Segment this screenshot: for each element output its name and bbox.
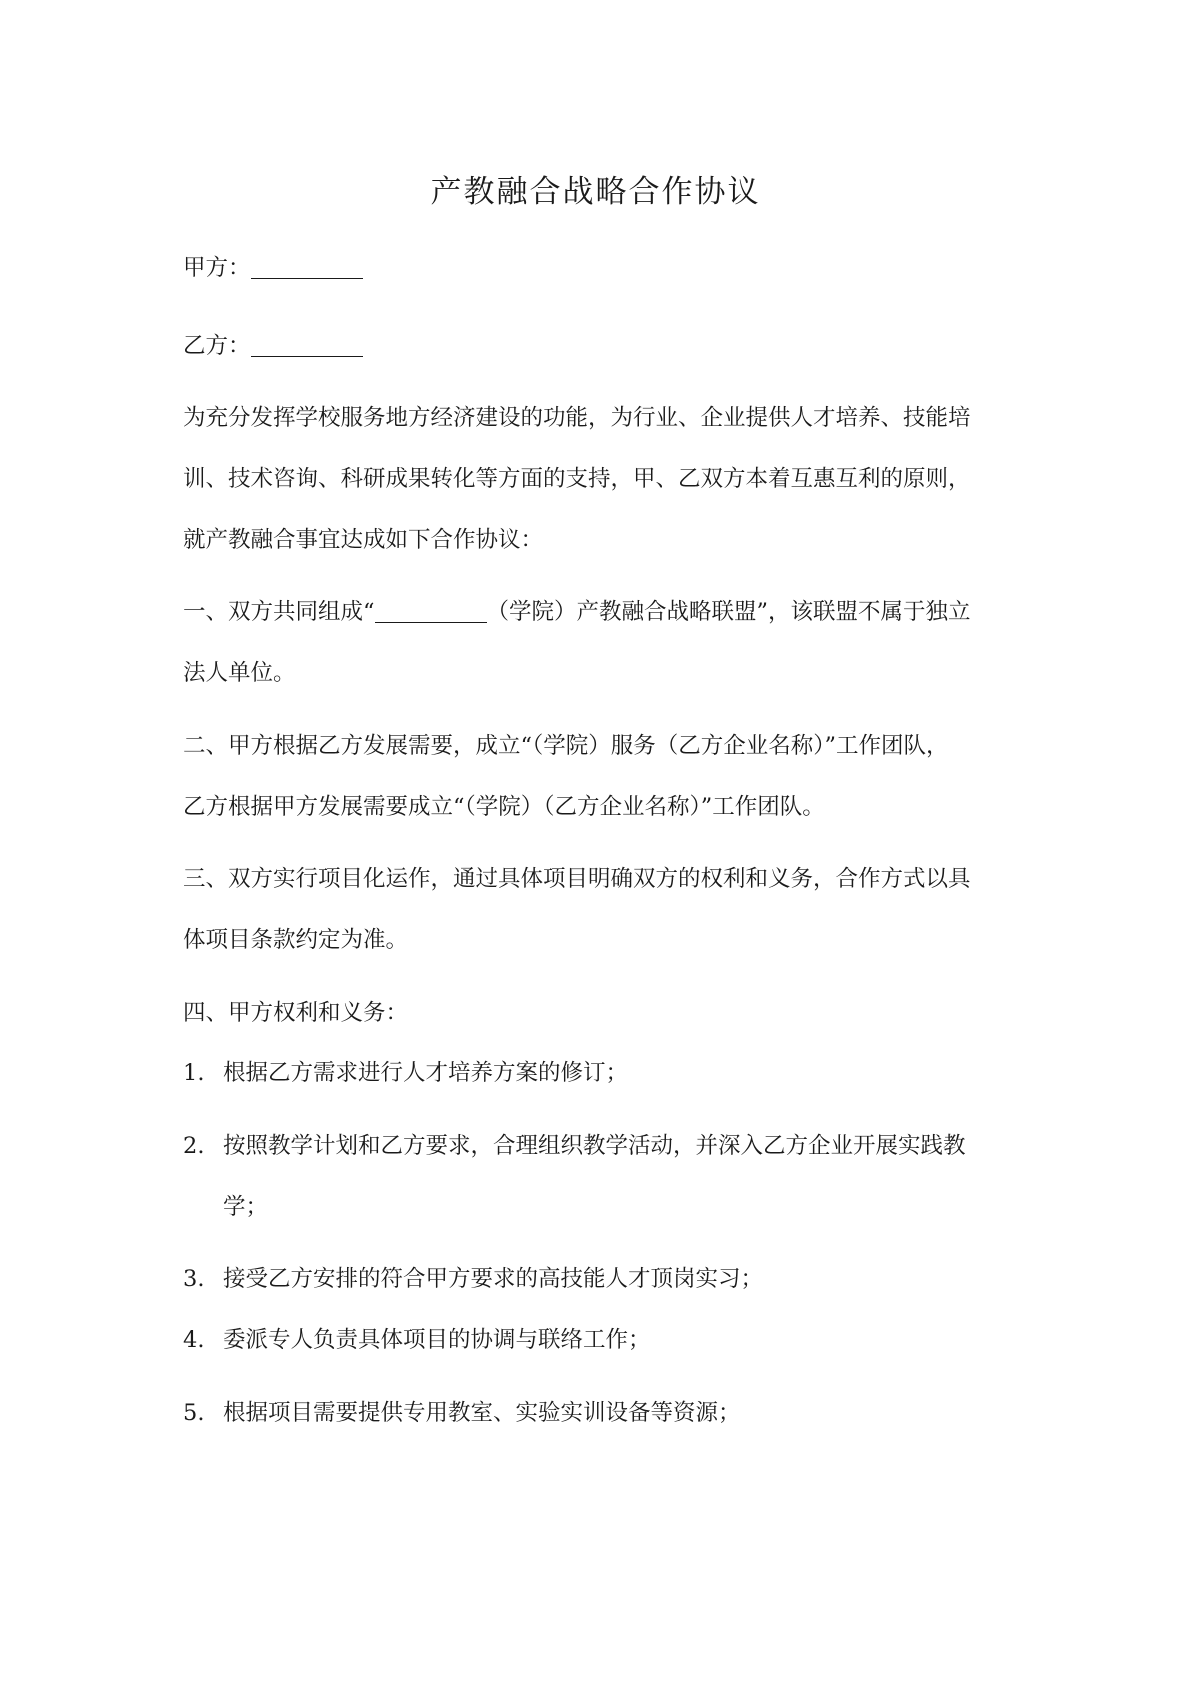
party-b-line [183,330,363,362]
list-item-text: 委派专人负责具体项目的协调与联络工作； [223,1327,651,1353]
list-item-number: 2. [183,1133,205,1159]
list-item-text: 学； [223,1194,269,1220]
clause-2-line: 乙方根据甲方发展需要成立“（学院）（乙方企业名称）”工作团队。 [183,794,825,820]
preamble-line: 为充分发挥学校服务地方经济建设的功能，为行业、企业提供人才培养、技能培 [183,405,971,431]
clause-3-line: 三、双方实行项目化运作，通过具体项目明确双方的权利和义务，合作方式以具 [183,866,971,892]
party-a-blank [251,254,363,279]
preamble-line: 就产教融合事宜达成如下合作协议： [183,527,544,553]
list-item-number: 5. [183,1400,205,1426]
party-b-label: 乙方： [183,333,251,359]
clause-1-line: 法人单位。 [183,660,296,686]
alliance-name-blank [375,598,487,623]
clause-4-heading: 四、甲方权利和义务： [183,1000,409,1026]
clause-2-line: 二、甲方根据乙方发展需要，成立“（学院）服务（乙方企业名称）”工作团队， [183,733,949,759]
party-a-label: 甲方： [183,255,251,281]
party-b-blank [251,332,363,357]
document-title: 产教融合战略合作协议 [430,174,761,210]
list-item-text: 根据项目需要提供专用教室、实验实训设备等资源； [223,1400,741,1426]
list-item-text: 按照教学计划和乙方要求，合理组织教学活动，并深入乙方企业开展实践教 [223,1133,966,1159]
clause-1-line [183,596,971,628]
clause-3-line: 体项目条款约定为准。 [183,927,409,953]
party-a-line [183,252,363,284]
list-item-number: 3. [183,1266,205,1292]
preamble-line: 训、技术咨询、科研成果转化等方面的支持，甲、乙双方本着互惠互利的原则， [183,466,971,492]
clause-1-suffix: （学院）产教融合战略联盟”，该联盟不属于独立 [486,599,971,625]
list-item-number: 1. [183,1060,205,1086]
clause-1-prefix: 一、双方共同组成“ [183,599,375,625]
list-item-number: 4. [183,1327,205,1353]
list-item-text: 接受乙方安排的符合甲方要求的高技能人才顶岗实习； [223,1266,764,1292]
list-item-text: 根据乙方需求进行人才培养方案的修订； [223,1060,629,1086]
